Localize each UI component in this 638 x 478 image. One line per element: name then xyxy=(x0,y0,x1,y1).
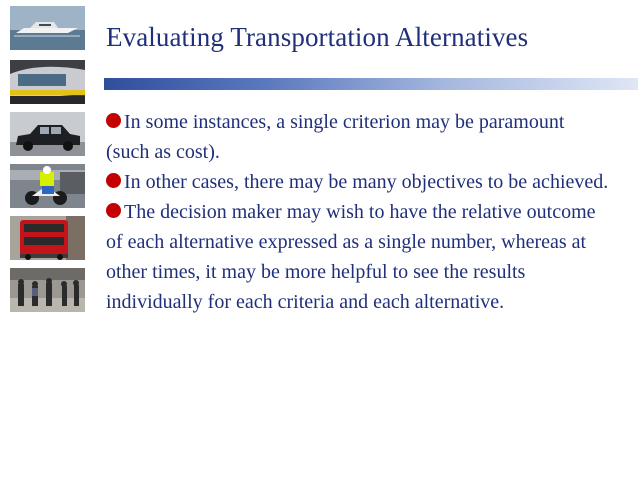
bullet-item xyxy=(106,107,611,167)
boat-photo xyxy=(10,6,85,50)
bullet-text: The decision maker may wish to have the relative outcome of each alternative expressed as a single number, whereas at other times, it may be more helpful to see the results individually for each criteria and each alternative. xyxy=(106,201,596,313)
bullet-dot-icon xyxy=(106,203,121,218)
bullet-dot-icon xyxy=(106,173,121,188)
bullet-item xyxy=(106,167,611,197)
car-photo xyxy=(10,112,85,156)
bullet-text: In other cases, there may be many objectives to be achieved. xyxy=(124,171,609,193)
title-underline-bar xyxy=(104,78,638,90)
bullet-item xyxy=(106,197,611,317)
motorcycle-police-photo xyxy=(10,164,85,208)
bus-photo xyxy=(10,216,85,260)
train-photo xyxy=(10,60,85,104)
commuters-photo xyxy=(10,268,85,312)
bullet-dot-icon xyxy=(106,113,121,128)
bullet-text: In some instances, a single criterion may be paramount (such as cost). xyxy=(106,111,565,163)
bullet-list xyxy=(106,107,611,317)
slide-title: Evaluating Transportation Alternatives xyxy=(106,22,529,52)
